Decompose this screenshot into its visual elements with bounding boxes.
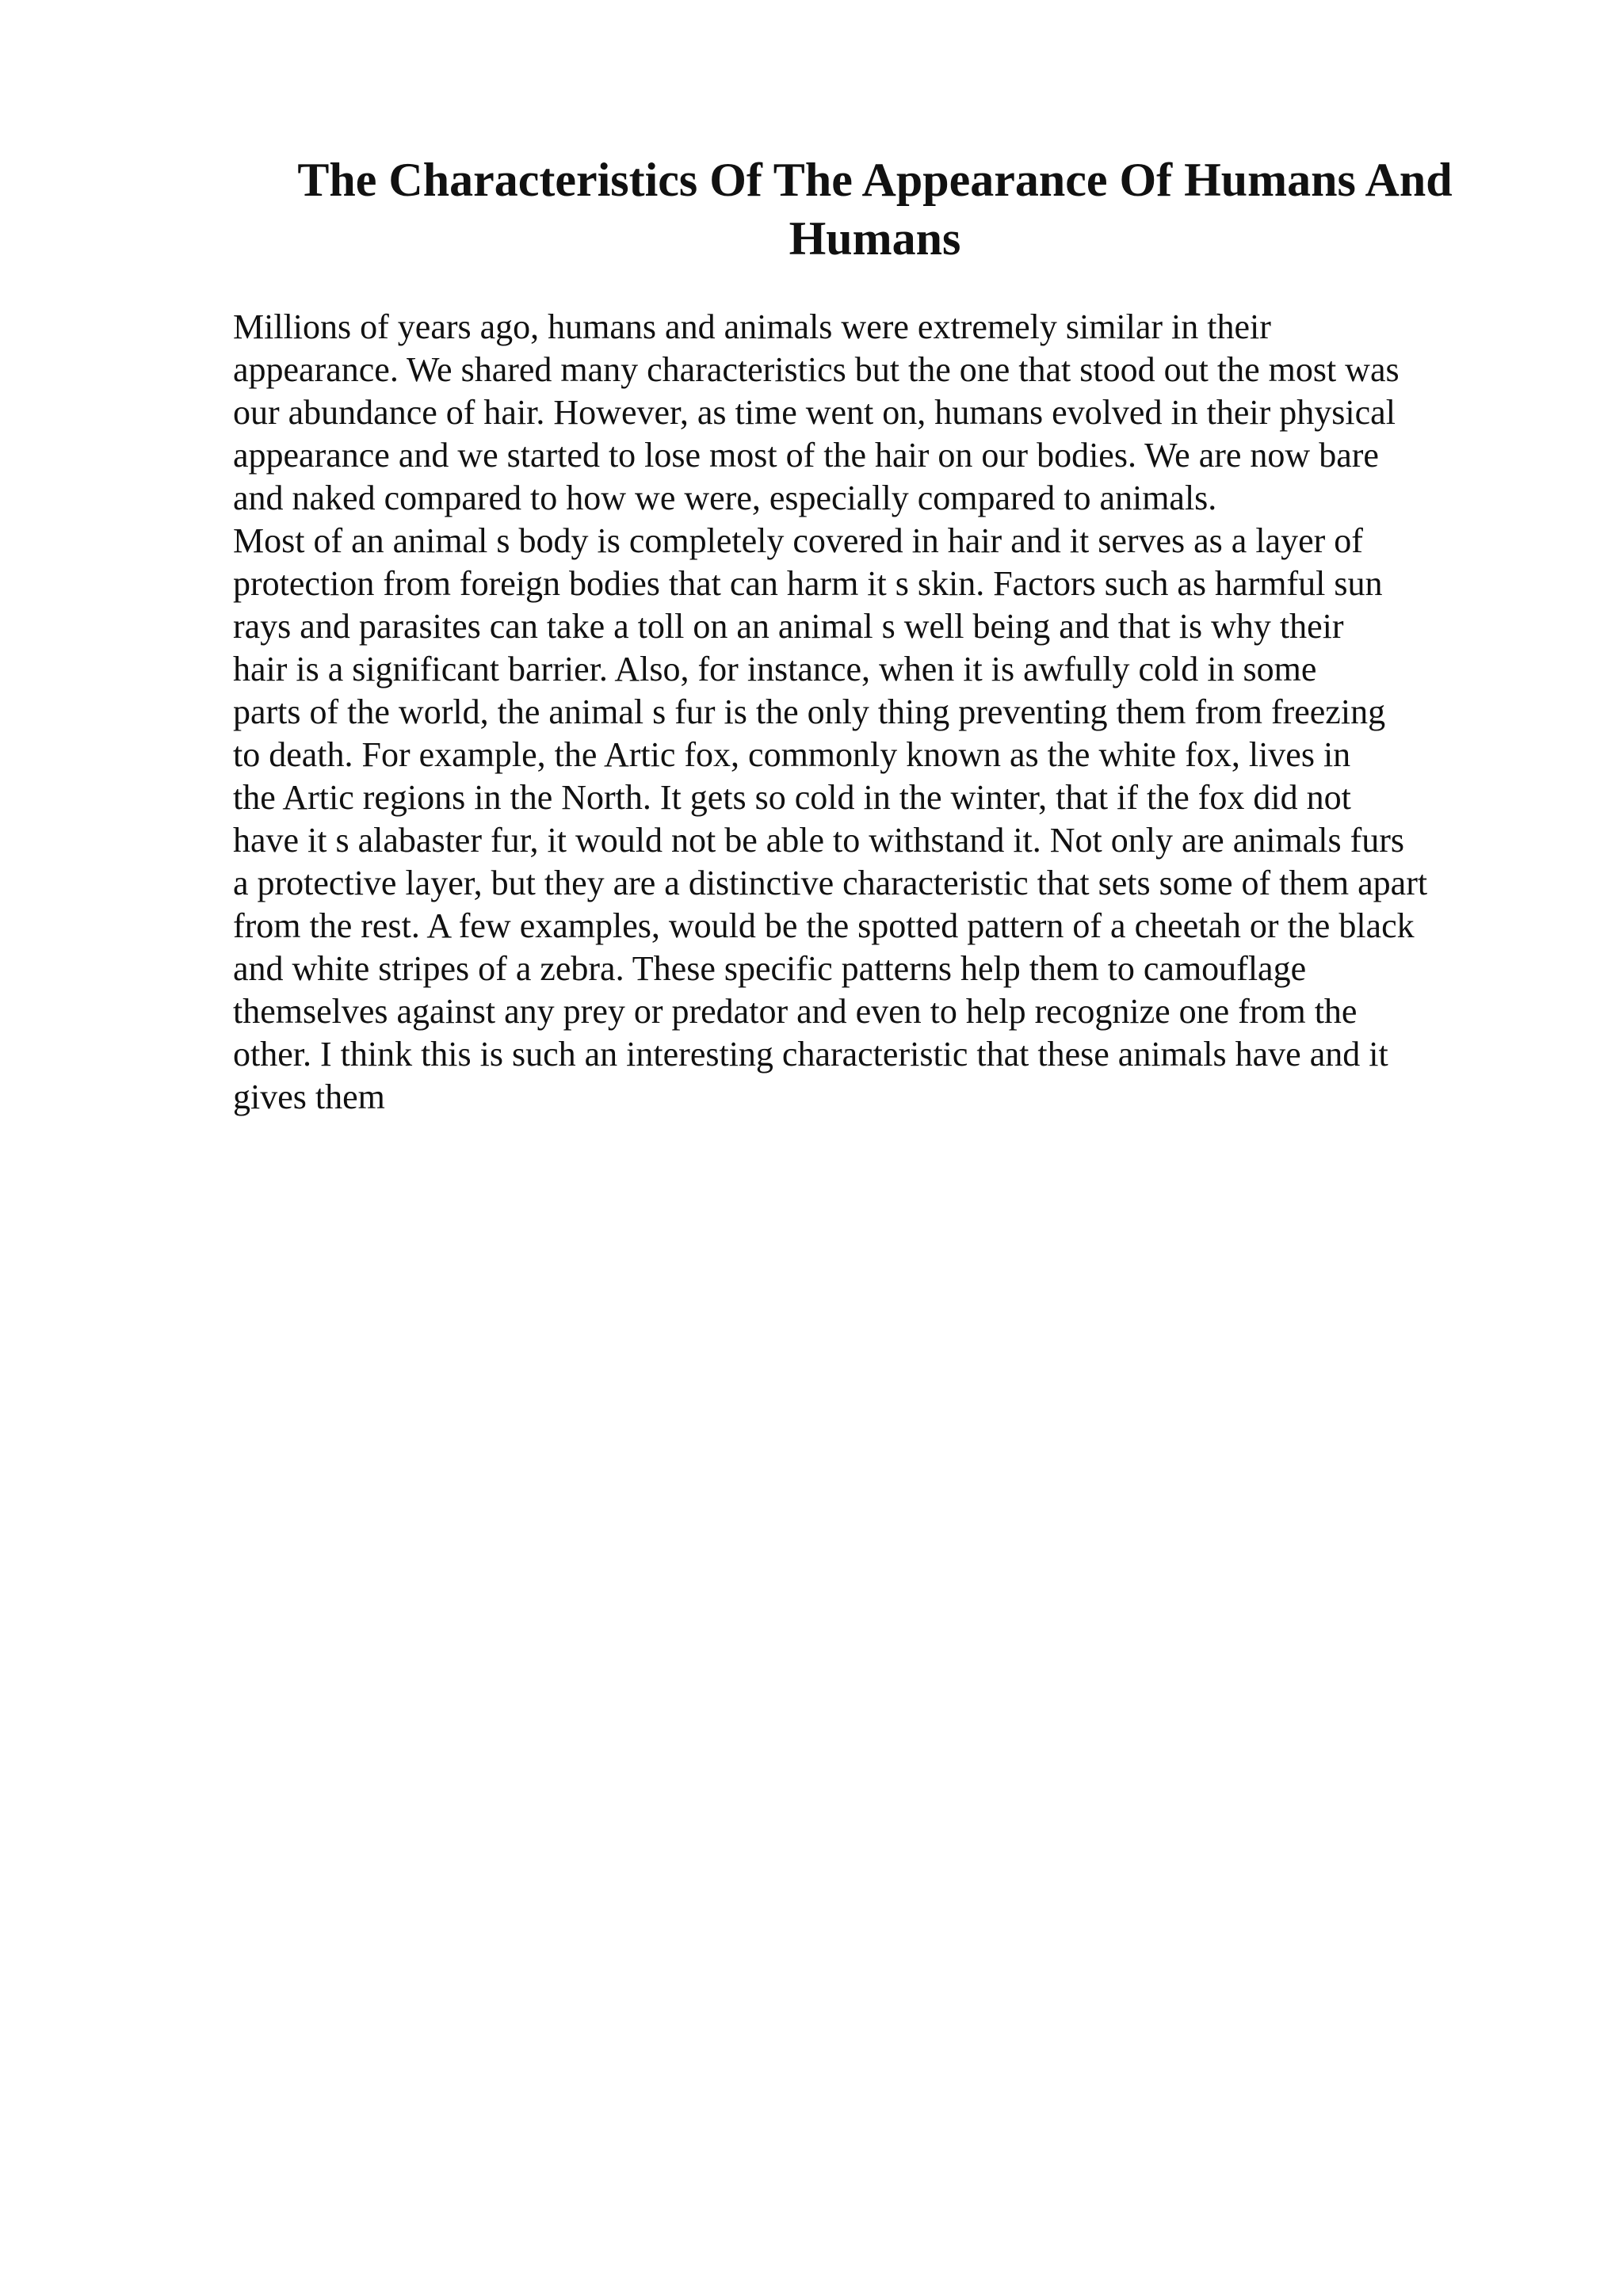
text-line: the Artic regions in the North. It gets so cold in the winter, that if the fox did not [233, 778, 1351, 817]
text-line: other. I think this is such an interesting characteristic that these animals have and it [233, 1035, 1388, 1074]
text-line: rays and parasites can take a toll on an animal s well being and that is why their [233, 607, 1344, 646]
text-line: themselves against any prey or predator and even to help recognize one from the [233, 992, 1358, 1031]
text-line: a protective layer, but they are a distinctive characteristic that sets some of them apart [233, 864, 1428, 902]
text-line: hair is a significant barrier. Also, for instance, when it is awfully cold in some [233, 650, 1317, 688]
text-line: gives them [233, 1077, 385, 1116]
text-line: appearance and we started to lose most of the hair on our bodies. We are now bare [233, 436, 1379, 475]
text-line: our abundance of hair. However, as time went on, humans evolved in their physical [233, 393, 1396, 432]
text-line: have it s alabaster fur, it would not be able to withstand it. Not only are animals furs [233, 821, 1404, 860]
text-line: and white stripes of a zebra. These specific patterns help them to camouflage [233, 949, 1307, 988]
text-line: appearance. We shared many characteristics but the one that stood out the most was [233, 350, 1400, 389]
document-title: The Characteristics Of The Appearance Of Humans And Humans [297, 154, 1453, 265]
text-line: from the rest. A few examples, would be the spotted pattern of a cheetah or the black [233, 906, 1415, 945]
text-line: Most of an animal s body is completely covered in hair and it serves as a layer of [233, 521, 1363, 560]
text-line: to death. For example, the Artic fox, commonly known as the white fox, lives in [233, 735, 1351, 774]
document-body [233, 306, 1533, 1119]
text-line: Millions of years ago, humans and animals were extremely similar in their [233, 307, 1271, 346]
text-line: protection from foreign bodies that can harm it s skin. Factors such as harmful sun [233, 564, 1383, 603]
text-line: and naked compared to how we were, especially compared to animals. [233, 479, 1217, 517]
text-line: parts of the world, the animal s fur is the only thing preventing them from freezing [233, 692, 1386, 731]
